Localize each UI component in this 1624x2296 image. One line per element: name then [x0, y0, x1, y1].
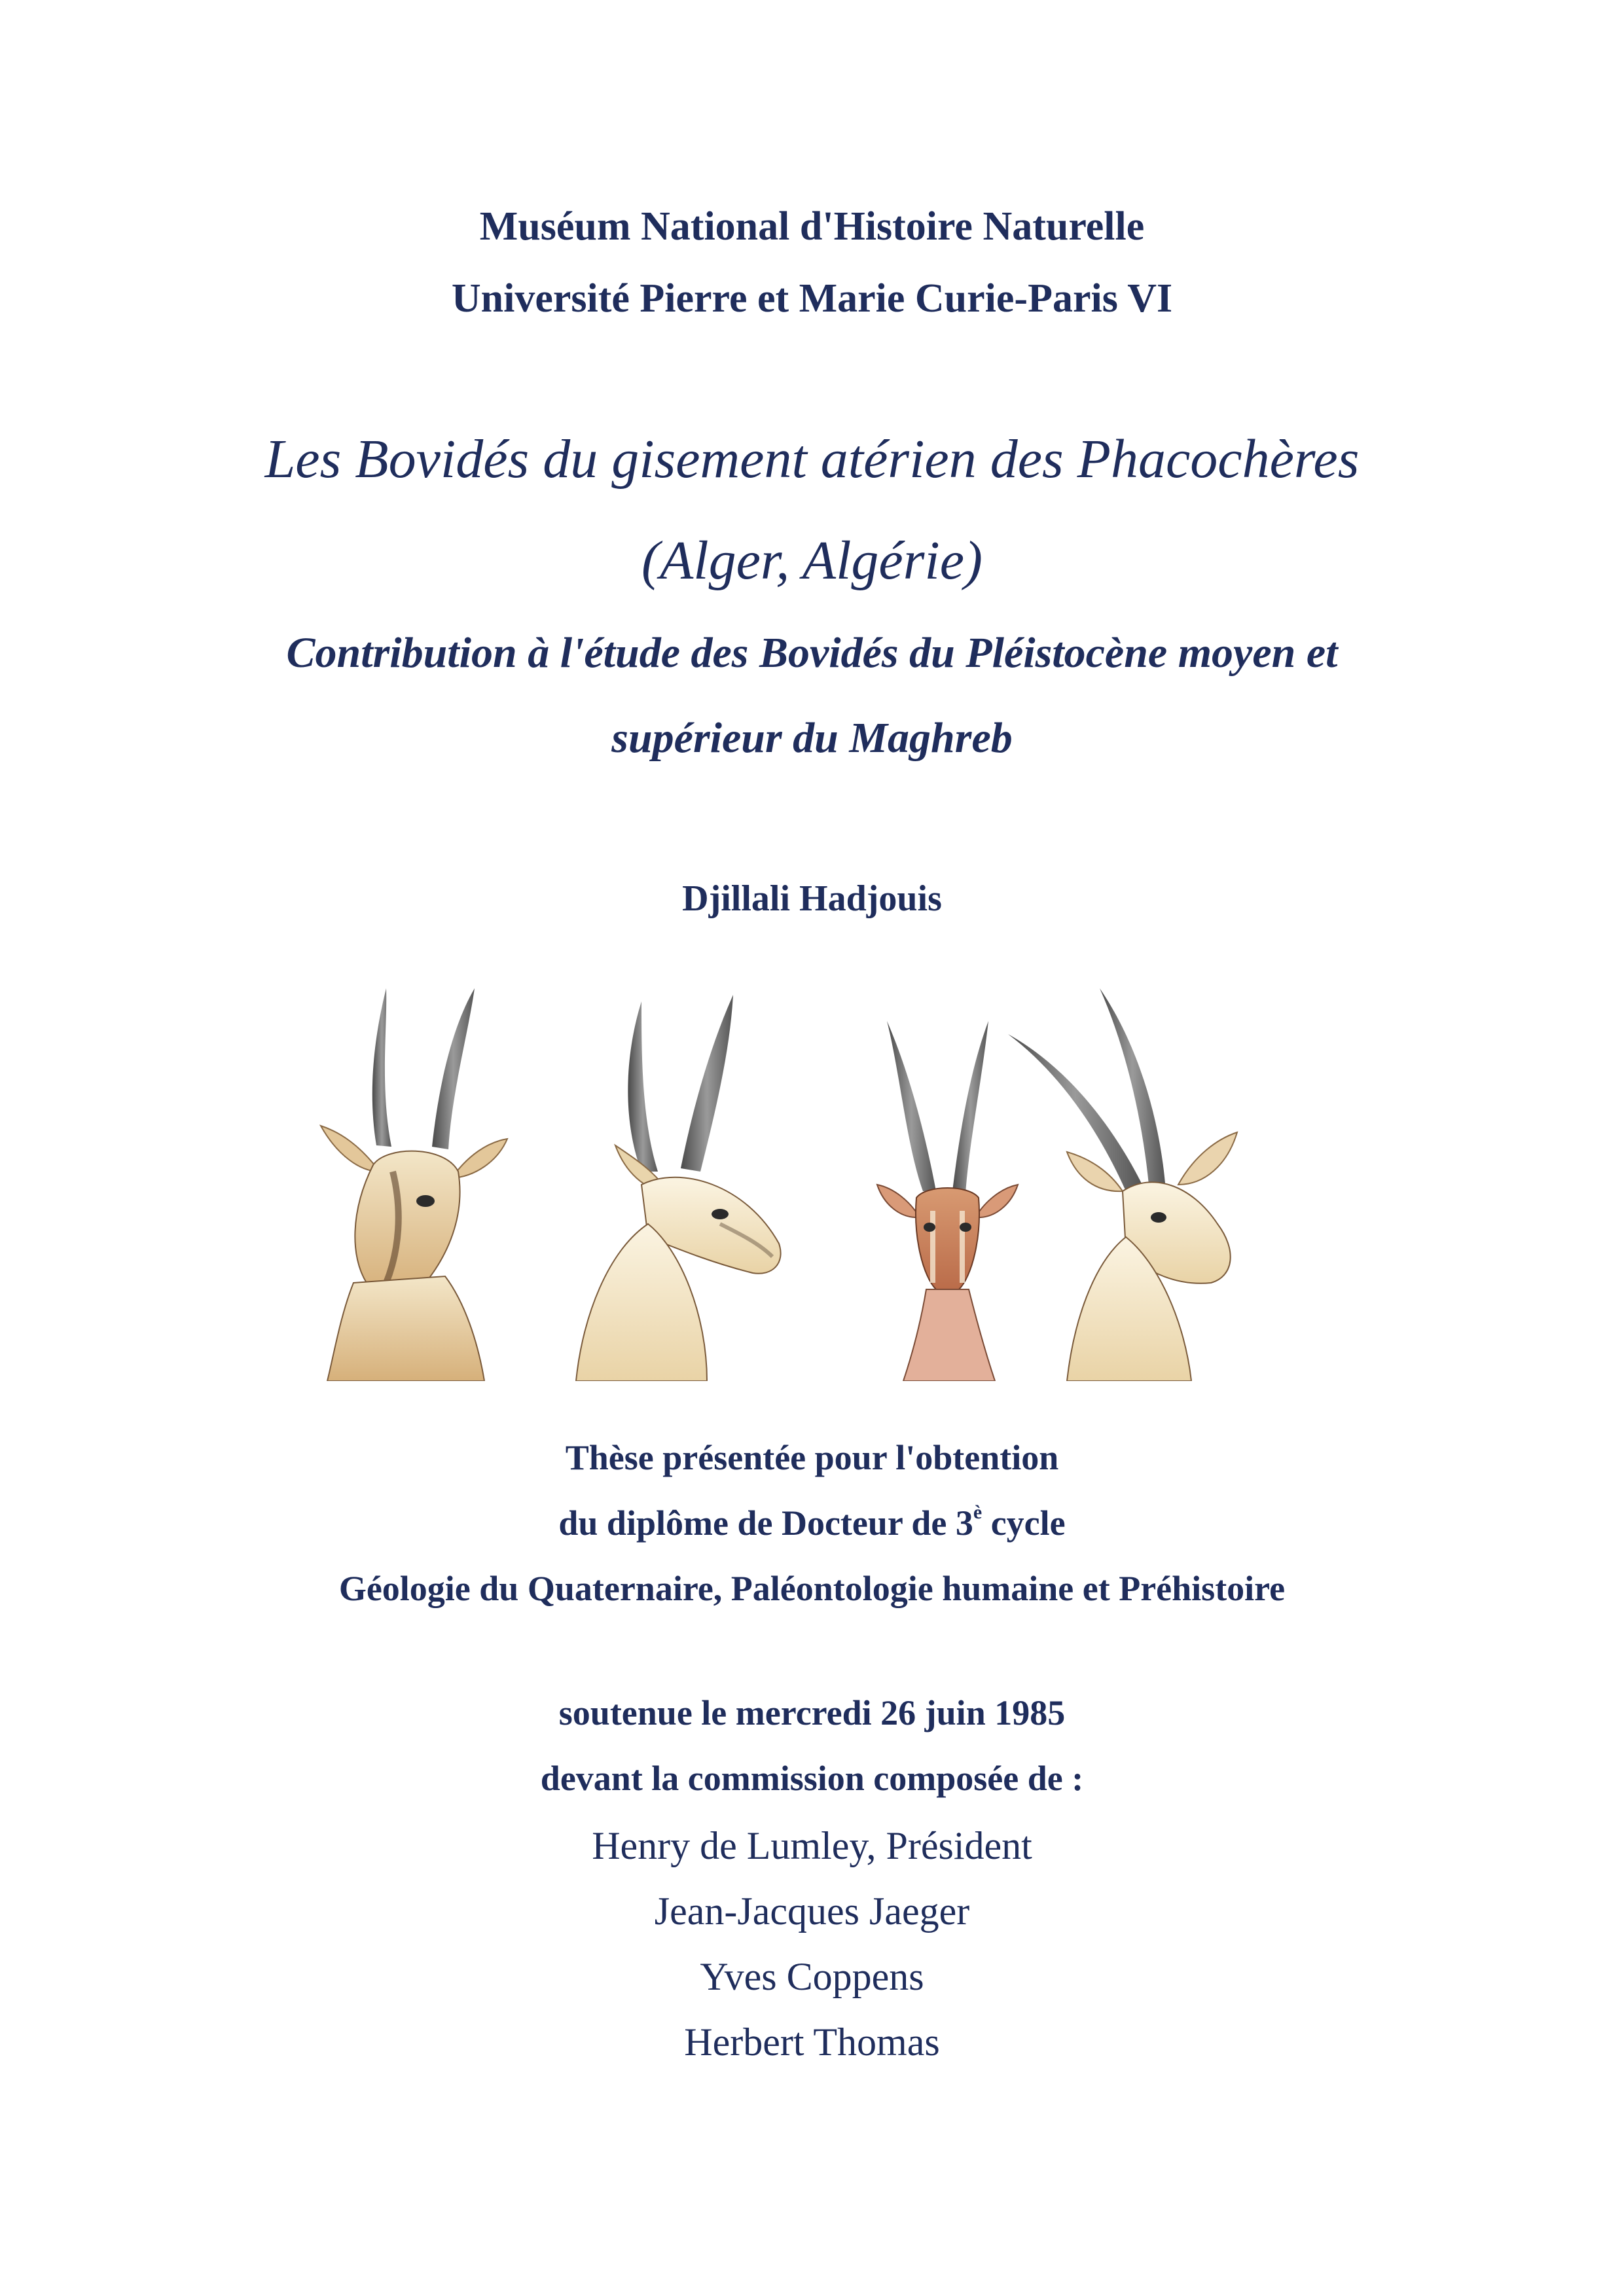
author-name: Djillali Hadjouis [682, 878, 942, 919]
gazelle-head-4 [1008, 988, 1237, 1381]
thesis-line-1: Thèse présentée pour l'obtention [565, 1438, 1059, 1477]
subtitle-line-2: supérieur du Maghreb [611, 714, 1013, 762]
defense-committee-intro: devant la commission composée de : [540, 1759, 1084, 1798]
gazelle-head-3 [877, 1021, 1018, 1381]
jury-member: Herbert Thomas [684, 2020, 940, 2064]
gazelle-head-1 [321, 988, 507, 1381]
ordinal-superscript: è [973, 1501, 983, 1523]
institution-line-2: Université Pierre et Marie Curie-Paris VI [451, 276, 1173, 321]
subtitle-line-1: Contribution à l'étude des Bovidés du Pléistocène moyen et [286, 629, 1338, 677]
title-line-2: (Alger, Algérie) [641, 530, 983, 591]
thesis-line-3: Géologie du Quaternaire, Paléontologie humaine et Préhistoire [338, 1569, 1286, 1608]
institution-line-1: Muséum National d'Histoire Naturelle [479, 204, 1145, 249]
title-line-1: Les Bovidés du gisement atérien des Phacochères [264, 429, 1360, 490]
jury-member: Yves Coppens [700, 1955, 924, 1998]
gazelle-heads-illustration [314, 975, 1309, 1381]
jury-member: Jean-Jacques Jaeger [654, 1890, 970, 1933]
jury-member: Henry de Lumley, Président [592, 1824, 1032, 1867]
gazelle-head-2 [576, 995, 781, 1381]
thesis-line-2: du diplôme de Docteur de $3^è$ cycle [558, 1501, 1066, 1543]
defense-date: soutenue le mercredi 26 juin 1985 [558, 1693, 1066, 1732]
